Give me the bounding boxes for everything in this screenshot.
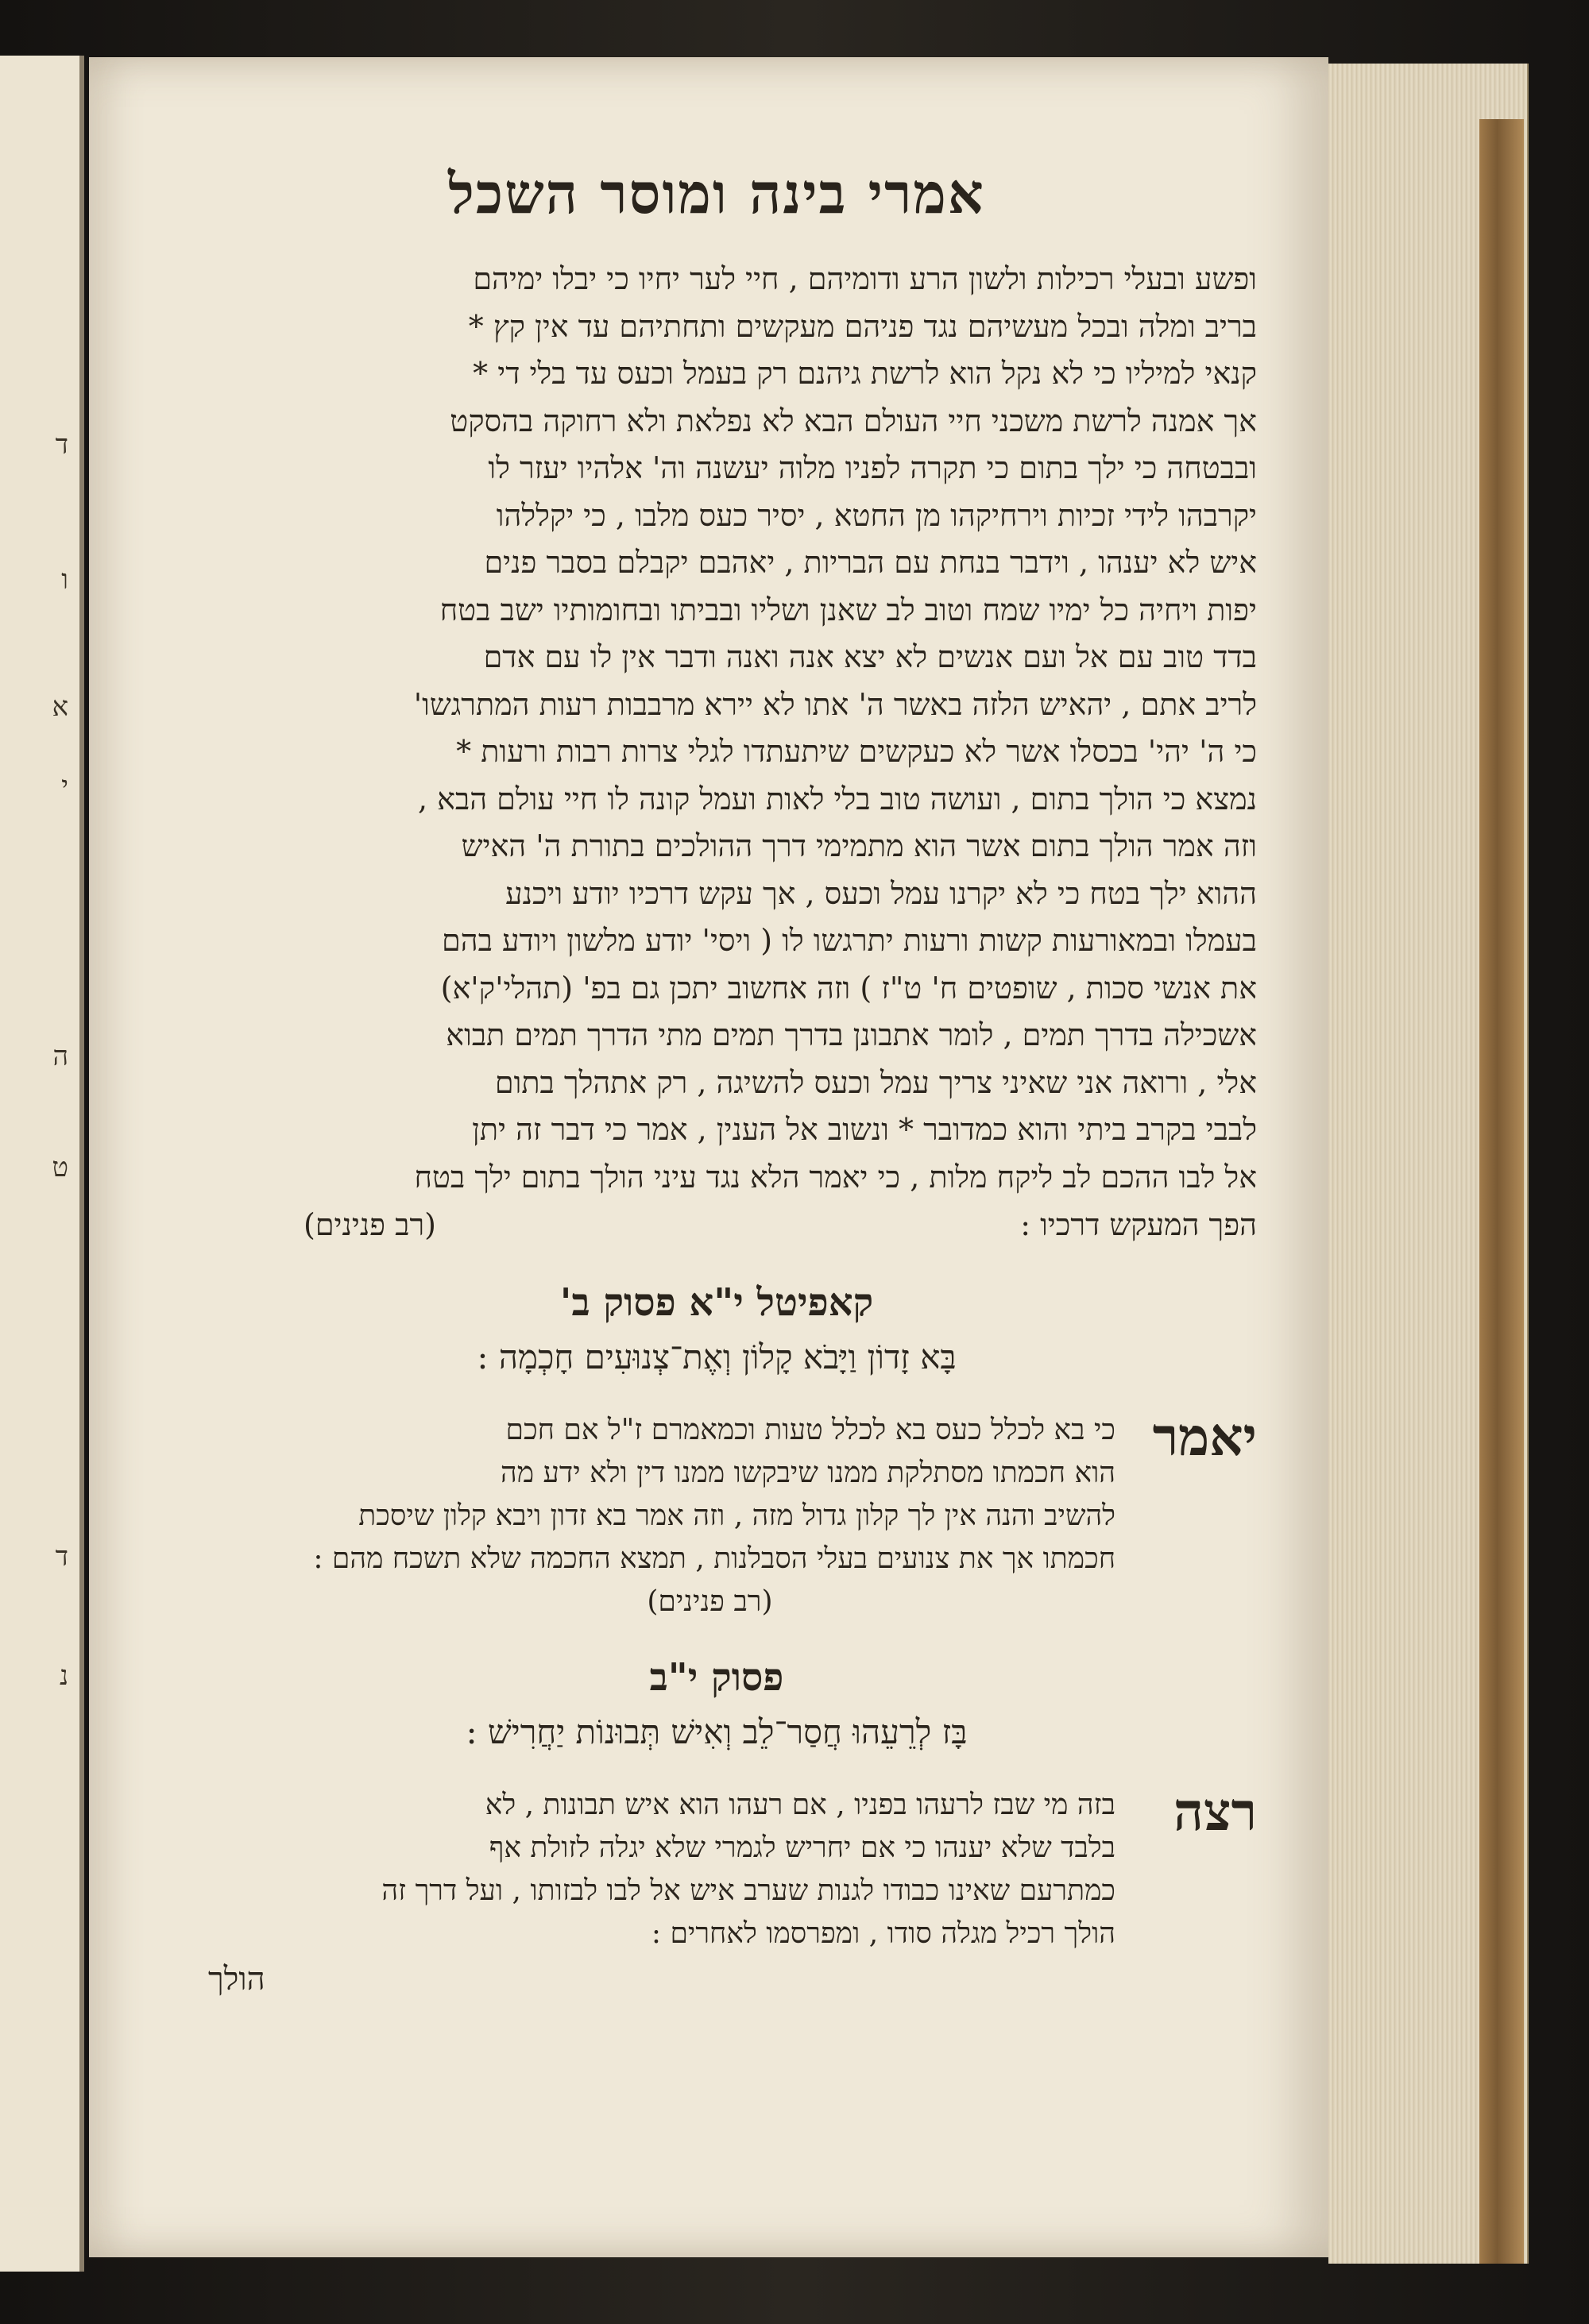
text-line: בלבד שלא יענהו כי אם יחריש לגמרי שלא יגלה לזולת אף xyxy=(489,1832,1115,1864)
left-page-fragment: ד xyxy=(55,429,68,461)
text-line: להשיב והנה אין לך קלון גדול מזה , וזה אמר בא זדון ויבא קלון שיסכת xyxy=(358,1500,1115,1532)
verse-text: בָּז לְרֵעֵהוּ חֲסַר־לֵב וְאִישׁ תְּבוּנוֹת יַחֲרִישׁ : xyxy=(466,1712,968,1751)
text-line: קנאי למיליו כי לא נקל הוא לרשת גיהנם רק בעמל וכעס עד בלי די * xyxy=(473,356,1257,391)
text-line: בזה מי שבז לרעהו בפניו , אם רעהו הוא איש תבונות , לא xyxy=(485,1789,1115,1821)
text-line: ובבטחה כי ילך בתום כי תקרה לפניו מלוה יעשנה וה' אלהיו יעזר לו xyxy=(488,450,1257,485)
text-line: בדד טוב עם אל ועם אנשים לא יצא אנה ואנה ודבר אין לו עם אדם xyxy=(483,639,1257,674)
final-text: הפך המעקש דרכיו : xyxy=(1020,1207,1257,1242)
text-line: ההוא ילך בטח כי לא יקרנו עמל וכעס , אך עקש דרכיו יודע ויכנע xyxy=(505,875,1257,911)
left-page-fragment: ה xyxy=(52,1040,68,1072)
commentary-text xyxy=(313,1409,1115,1623)
text-line: הולך רכיל מגלה סודו , ומפרסמו לאחרים : xyxy=(651,1917,1115,1950)
text-line: יקרבהו לידי זכיות וירחיקהו מן החטא , יסיר כעס מלבו , כי יקללהו xyxy=(496,497,1257,533)
text-line: לריב אתם , יהאיש הלזה באשר ה' אתו לא יירא מרבבות רעות המתרגשו' xyxy=(413,686,1257,722)
commentary-entry-1 xyxy=(176,1406,1257,1623)
text-line: את אנשי סכות , שופטים ח' ט"ז ) וזה אחשוב יתכן גם בפ' (תהלי'ק'א) xyxy=(440,970,1257,1006)
text-line: ופשע ובעלי רכילות ולשון הרע ודומיהם , חיי לער יחיו כי יבלו ימיהם xyxy=(473,261,1257,296)
text-line: וזה אמר הולך בתום אשר הוא מתמימי דרך ההולכים בתורת ה' האיש xyxy=(461,828,1257,863)
text-line: כי בא לכלל כעס בא לכלל טעות וכמאמרם ז"ל אם חכם xyxy=(505,1414,1115,1446)
text-line: חכמתו אך את צנועים בעלי הסבלנות , תמצא החכמה שלא תשכח מהם : xyxy=(313,1542,1115,1575)
lead-word: רצה xyxy=(1173,1781,1257,1843)
source-citation: (רב פנינים) xyxy=(303,1207,436,1242)
left-page-fragment: א xyxy=(52,691,68,723)
left-page-fragment: נ xyxy=(59,1660,68,1692)
text-line: בריב ומלה ובכל מעשיהם נגד פניהם מעקשים ותחתיהם עד אין קץ * xyxy=(468,308,1257,344)
verse-text: בָּא זָדוֹן וַיָּבֹא קָלוֹן וְאֶת־צְנוּעִים חָכְמָה : xyxy=(477,1338,957,1376)
book-cover-edge xyxy=(1479,119,1524,2264)
catchword: הולך xyxy=(208,1961,265,1998)
closing-line xyxy=(176,1201,1257,1249)
left-page-fragment: ד xyxy=(55,1541,68,1573)
left-page-fragment: י xyxy=(61,770,68,802)
text-line: כי ה' יהי' בכסלו אשר לא כעקשים שיתעתדו לגלי צרות רבות ורעות * xyxy=(456,734,1257,769)
text-line: בעמלו ובמאורעות קשות ורעות יתרגשו לו ( ויסי' יודע מלשון ויודע בהם xyxy=(442,923,1257,958)
page-content xyxy=(176,160,1257,1998)
running-head: אמרי בינה ומוסר השכל xyxy=(448,160,985,226)
text-line: אל לבו ההכם לב ליקח מלות , כי יאמר הלא נגד עיני הולך בתום ילך בטח xyxy=(414,1159,1257,1195)
text-line: לבבי בקרב ביתי והוא כמדובר * ונשוב אל הענין , אמר כי דבר זה יתן xyxy=(472,1112,1257,1147)
chapter-heading: קאפיטל י"א פסוק ב' xyxy=(559,1280,874,1325)
text-line: הוא חכמתו מסתלקת ממנו שיבקשו ממנו דין ולא ידע מה xyxy=(501,1457,1115,1489)
left-page-fragment: ו xyxy=(61,564,68,596)
commentary-entry-2 xyxy=(176,1781,1257,1955)
source-citation: (רב פנינים) xyxy=(647,1585,773,1618)
left-page-edge xyxy=(0,56,84,2272)
commentary-block-1 xyxy=(176,256,1257,1249)
text-line: יפות ויחיה כל ימיו שמח וטוב לב שאנן ושליו ובביתו ובחומותיו ישב בטח xyxy=(439,592,1257,627)
commentary-text xyxy=(381,1784,1115,1955)
text-line: נמצא כי הולך בתום , ועושה טוב בלי לאות ועמל קונה לו חיי עולם הבא , xyxy=(417,781,1257,816)
text-line: איש לא יענהו , וידבר בנחת עם הבריות , יאהבם יקבלם בסבר פנים xyxy=(484,545,1257,580)
verse-heading: פסוק י"ב xyxy=(649,1655,784,1700)
text-line: כמתרעם שאינו כבודו לגנות שערב איש אל לבו לבזותו , ועל דרך זה xyxy=(381,1874,1115,1907)
text-line: אך אמנה לרשת משכני חיי העולם הבא לא נפלאת ולא רחוקה בהסקט xyxy=(450,403,1257,438)
text-line: אלי , ורואה אני שאיני צריך עמל וכעס להשיגה , רק אתהלך בתום xyxy=(494,1064,1257,1100)
left-page-fragment: ט xyxy=(52,1152,68,1183)
lead-word: יאמר xyxy=(1152,1406,1257,1468)
text-line: אשכילה בדרך תמים , לומר אתבונן בדרך תמים מתי הדרך תמים תבוא xyxy=(446,1017,1257,1052)
book-page xyxy=(89,57,1328,2257)
